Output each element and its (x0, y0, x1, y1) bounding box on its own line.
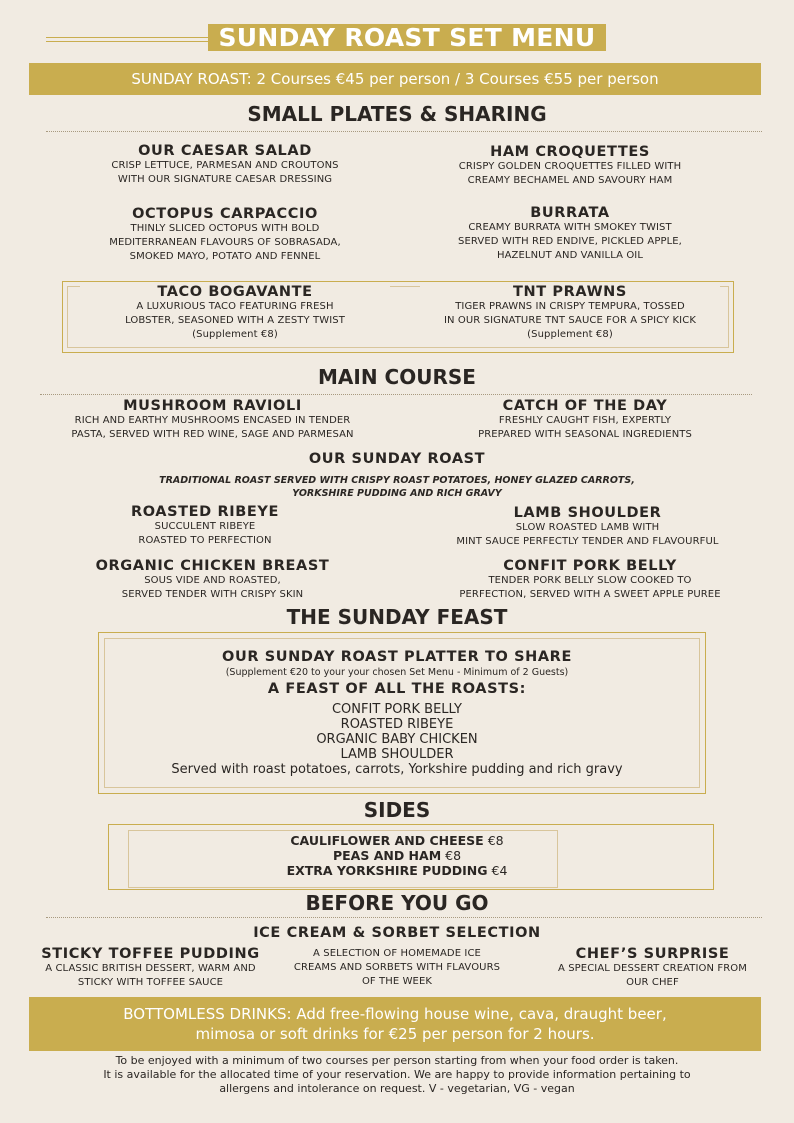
dish-caesar-salad (60, 143, 390, 187)
platter-title: OUR SUNDAY ROAST PLATTER TO SHARE (222, 649, 572, 665)
dish-name: BURRATA (530, 205, 610, 221)
footer-line: It is available for the allocated time of your reservation. We are happy to provide information pertaining to (103, 1068, 691, 1081)
footer-note (0, 1054, 794, 1096)
dish-desc-line: THINLY SLICED OCTOPUS WITH BOLD (130, 223, 320, 234)
ice-cream-title: ICE CREAM & SORBET SELECTION (253, 925, 541, 941)
dish-burrata (410, 205, 730, 263)
dish-desc-line: FRESHLY CAUGHT FISH, EXPERTLY (498, 415, 672, 426)
dish-desc-line: SMOKED MAYO, POTATO AND FENNEL (129, 251, 321, 262)
dish-desc-line: CREAMY BURRATA WITH SMOKEY TWIST (468, 222, 672, 233)
dish-desc-line: A SELECTION OF HOMEMADE ICE (313, 948, 481, 959)
desserts-heading: BEFORE YOU GO (305, 891, 489, 915)
dish-desc-line: PERFECTION, SERVED WITH A SWEET APPLE PUREE (459, 589, 721, 600)
dish-name: OCTOPUS CARPACCIO (132, 206, 318, 222)
dish-desc-line: OF THE WEEK (361, 976, 433, 987)
dish-desc-line: MINT SAUCE PERFECTLY TENDER AND FLAVOURFUL (456, 536, 719, 547)
dish-desc-line: SOUS VIDE AND ROASTED, (144, 575, 281, 586)
dish-organic-chicken-breast (70, 558, 355, 602)
dish-desc-line: RICH AND EARTHY MUSHROOMS ENCASED IN TENDER (74, 415, 351, 426)
dish-confit-pork-belly (430, 558, 750, 602)
dish-desc-line: SLOW ROASTED LAMB WITH (515, 522, 660, 533)
dish-name: HAM CROQUETTES (490, 144, 650, 160)
dish-taco-bogavante (80, 284, 390, 342)
dish-desc-line: HAZELNUT AND VANILLA OIL (496, 250, 644, 261)
main-course-divider (40, 394, 752, 395)
platter-note: (Supplement €20 to your your chosen Set Menu - Minimum of 2 Guests) (225, 667, 569, 678)
feast-roast-list (0, 702, 794, 777)
small-plates-heading: SMALL PLATES & SHARING (247, 102, 547, 126)
menu-title: SUNDAY ROAST SET MENU (208, 24, 606, 51)
dish-desc-line: MEDITERRANEAN FLAVOURS OF SOBRASADA, (109, 237, 341, 248)
drinks-line: mimosa or soft drinks for €25 per person for 2 hours. (195, 1025, 595, 1043)
dish-name: MUSHROOM RAVIOLI (123, 398, 302, 414)
feast-list-item: ROASTED RIBEYE (340, 717, 454, 732)
dish-mushroom-ravioli (40, 398, 385, 442)
dish-name: OUR CAESAR SALAD (138, 143, 312, 159)
footer-line: To be enjoyed with a minimum of two courses per person starting from when your food order is taken. (115, 1054, 679, 1067)
dish-tnt-prawns (420, 284, 720, 342)
dish-desc-line: ROASTED TO PERFECTION (138, 535, 272, 546)
side-name: PEAS AND HAM (332, 848, 442, 863)
dish-supplement: (Supplement €8) (527, 329, 613, 340)
dish-name: CHEF’S SURPRISE (575, 946, 730, 962)
feast-subtitle: A FEAST OF ALL THE ROASTS: (267, 681, 527, 697)
feast-list-item: CONFIT PORK BELLY (331, 702, 462, 717)
dish-desc-line: PREPARED WITH SEASONAL INGREDIENTS (478, 429, 692, 440)
dish-name: ORGANIC CHICKEN BREAST (95, 558, 330, 574)
dish-desc-line: A SPECIAL DESSERT CREATION FROM (558, 963, 747, 974)
roast-note-line: TRADITIONAL ROAST SERVED WITH CRISPY ROAST POTATOES, HONEY GLAZED CARROTS, (159, 475, 635, 486)
side-item (0, 833, 794, 848)
feast-list-item: ORGANIC BABY CHICKEN (316, 732, 478, 747)
sides-heading: SIDES (363, 798, 431, 822)
feast-heading: THE SUNDAY FEAST (286, 605, 508, 629)
main-course-heading: MAIN COURSE (318, 365, 476, 389)
dish-roasted-ribeye (50, 504, 360, 548)
ice-cream-desc (290, 947, 504, 989)
side-item (0, 863, 794, 878)
dish-desc-line: SERVED WITH RED ENDIVE, PICKLED APPLE, (458, 236, 682, 247)
dish-name: STICKY TOFFEE PUDDING (41, 946, 260, 962)
dish-name: CONFIT PORK BELLY (503, 558, 677, 574)
feast-list-item: LAMB SHOULDER (340, 747, 454, 762)
dish-desc-line: CREAMY BECHAMEL AND SAVOURY HAM (467, 175, 673, 186)
feast-served-with: Served with roast potatoes, carrots, Yorkshire pudding and rich gravy (171, 762, 623, 777)
price-banner: SUNDAY ROAST: 2 Courses €45 per person / 3 Courses €55 per person (29, 63, 761, 95)
dish-desc-line: SUCCULENT RIBEYE (154, 521, 256, 532)
dish-desc-line: LOBSTER, SEASONED WITH A ZESTY TWIST (125, 315, 345, 326)
dish-lamb-shoulder (425, 505, 750, 549)
dish-desc-line: PASTA, SERVED WITH RED WINE, SAGE AND PARMESAN (71, 429, 354, 440)
sunday-roast-note (0, 474, 794, 500)
dish-desc-line: A LUXURIOUS TACO FEATURING FRESH (136, 301, 334, 312)
dish-desc-line: OUR CHEF (626, 977, 679, 988)
side-price: €4 (491, 863, 508, 878)
dish-desc-line: CREAMS AND SORBETS WITH FLAVOURS (293, 962, 501, 973)
dish-name: CATCH OF THE DAY (502, 398, 668, 414)
dish-desc-line: IN OUR SIGNATURE TNT SAUCE FOR A SPICY KICK (444, 315, 696, 326)
title-deco-line-left-2 (46, 41, 208, 42)
side-price: €8 (445, 848, 462, 863)
dish-name: TNT PRAWNS (513, 284, 627, 300)
sides-list (0, 833, 794, 878)
dish-desc-line: TENDER PORK BELLY SLOW COOKED TO (488, 575, 692, 586)
desserts-divider (46, 917, 762, 918)
title-deco-line-left (46, 37, 208, 38)
side-name: EXTRA YORKSHIRE PUDDING (286, 863, 488, 878)
bottomless-drinks-banner (29, 997, 761, 1051)
dish-sticky-toffee-pudding (28, 946, 273, 990)
dish-supplement: (Supplement €8) (192, 329, 278, 340)
side-name: CAULIFLOWER AND CHEESE (290, 833, 484, 848)
dish-desc-line: WITH OUR SIGNATURE CAESAR DRESSING (117, 174, 333, 185)
dish-desc-line: STICKY WITH TOFFEE SAUCE (77, 977, 224, 988)
small-plates-divider (46, 131, 762, 132)
dish-desc-line: A CLASSIC BRITISH DESSERT, WARM AND (45, 963, 256, 974)
dish-name: LAMB SHOULDER (513, 505, 662, 521)
drinks-line: BOTTOMLESS DRINKS: Add free-flowing house wine, cava, draught beer, (123, 1005, 667, 1023)
dish-catch-of-the-day (425, 398, 745, 442)
footer-line: allergens and intolerance on request. V - vegetarian, VG - vegan (219, 1082, 575, 1095)
dish-ham-croquettes (410, 144, 730, 188)
sunday-roast-title: OUR SUNDAY ROAST (308, 451, 486, 467)
dish-desc-line: TIGER PRAWNS IN CRISPY TEMPURA, TOSSED (455, 301, 685, 312)
roast-note-line: YORKSHIRE PUDDING AND RICH GRAVY (292, 488, 502, 499)
dish-desc-line: CRISPY GOLDEN CROQUETTES FILLED WITH (458, 161, 682, 172)
side-price: €8 (487, 833, 504, 848)
dish-name: ROASTED RIBEYE (131, 504, 279, 520)
dish-chefs-surprise (540, 946, 765, 990)
dish-desc-line: SERVED TENDER WITH CRISPY SKIN (121, 589, 304, 600)
dish-desc-line: CRISP LETTUCE, PARMESAN AND CROUTONS (111, 160, 339, 171)
dish-name: TACO BOGAVANTE (157, 284, 313, 300)
side-item (0, 848, 794, 863)
dish-octopus-carpaccio (60, 206, 390, 264)
